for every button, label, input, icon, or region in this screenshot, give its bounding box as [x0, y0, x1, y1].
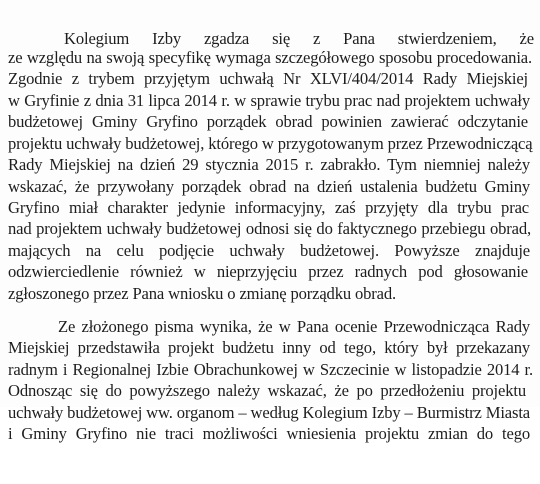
line-text: projektu uchwały budżetowej, którego w przygotowanym przez Przewodniczącą	[8, 134, 533, 153]
line-text: budżetowej Gminy Gryfino porządek obrad powinien zawierać odczytanie	[8, 112, 528, 131]
line-text: Zgodnie z trybem przyjętym uchwałą Nr XLVI/404/2014 Rady Miejskiej	[8, 69, 528, 88]
line-text: mających na celu podjęcie uchwały budżetowej. Powyższe znajduje	[8, 241, 530, 260]
line-text: Gryfino miał charakter jedynie informacyjny, zaś przyjęty dla trybu prac	[8, 198, 529, 217]
line-text: Ze złożonego pisma wynika, że w Pana ocenie Przewodnicząca Rady	[58, 317, 530, 336]
line-text: nad projektem uchwały budżetowej odnosi się do faktycznego przebiegu obrad,	[8, 219, 531, 238]
line-text: odzwierciedlenie również w nieprzyjęciu przez radnych pod głosowanie	[8, 262, 528, 281]
line-text: Miejskiej przedstawiła projekt budżetu inny od tego, który był przekazany	[8, 338, 530, 357]
line-text: wskazać, że przywołany porządek obrad na dzień ustalenia budżetu Gminy	[8, 177, 530, 196]
line-text: uchwały budżetowej ww. organom – według Kolegium Izby – Burmistrz Miasta	[8, 403, 530, 422]
line-text: ze względu na swoją specyfikę wymaga szczegółowego sposobu procedowania.	[8, 48, 532, 67]
line-text: Kolegium Izby zgadza się z Pana stwierdzeniem, że	[64, 29, 534, 48]
line-text: Rady Miejskiej na dzień 29 stycznia 2015 r. zabrakło. Tym niemniej należy	[8, 155, 530, 174]
line-text: w Gryfinie z dnia 31 lipca 2014 r. w sprawie trybu prac nad projektem uchwały	[8, 91, 530, 110]
line-text: radnym i Regionalnej Izbie Obrachunkowej w Szczecinie w listopadzie 2014 r.	[8, 360, 533, 379]
text-line	[0, 277, 540, 336]
line-text: zgłoszonego przez Pana wniosku o zmianę porządku obrad.	[8, 284, 397, 303]
line-text: i Gminy Gryfino nie traci możliwości wniesienia projektu zmian do tego	[8, 424, 530, 443]
line-text: Odnosząc się do powyższego należy wskazać, że po przedłożeniu projektu	[8, 381, 526, 400]
